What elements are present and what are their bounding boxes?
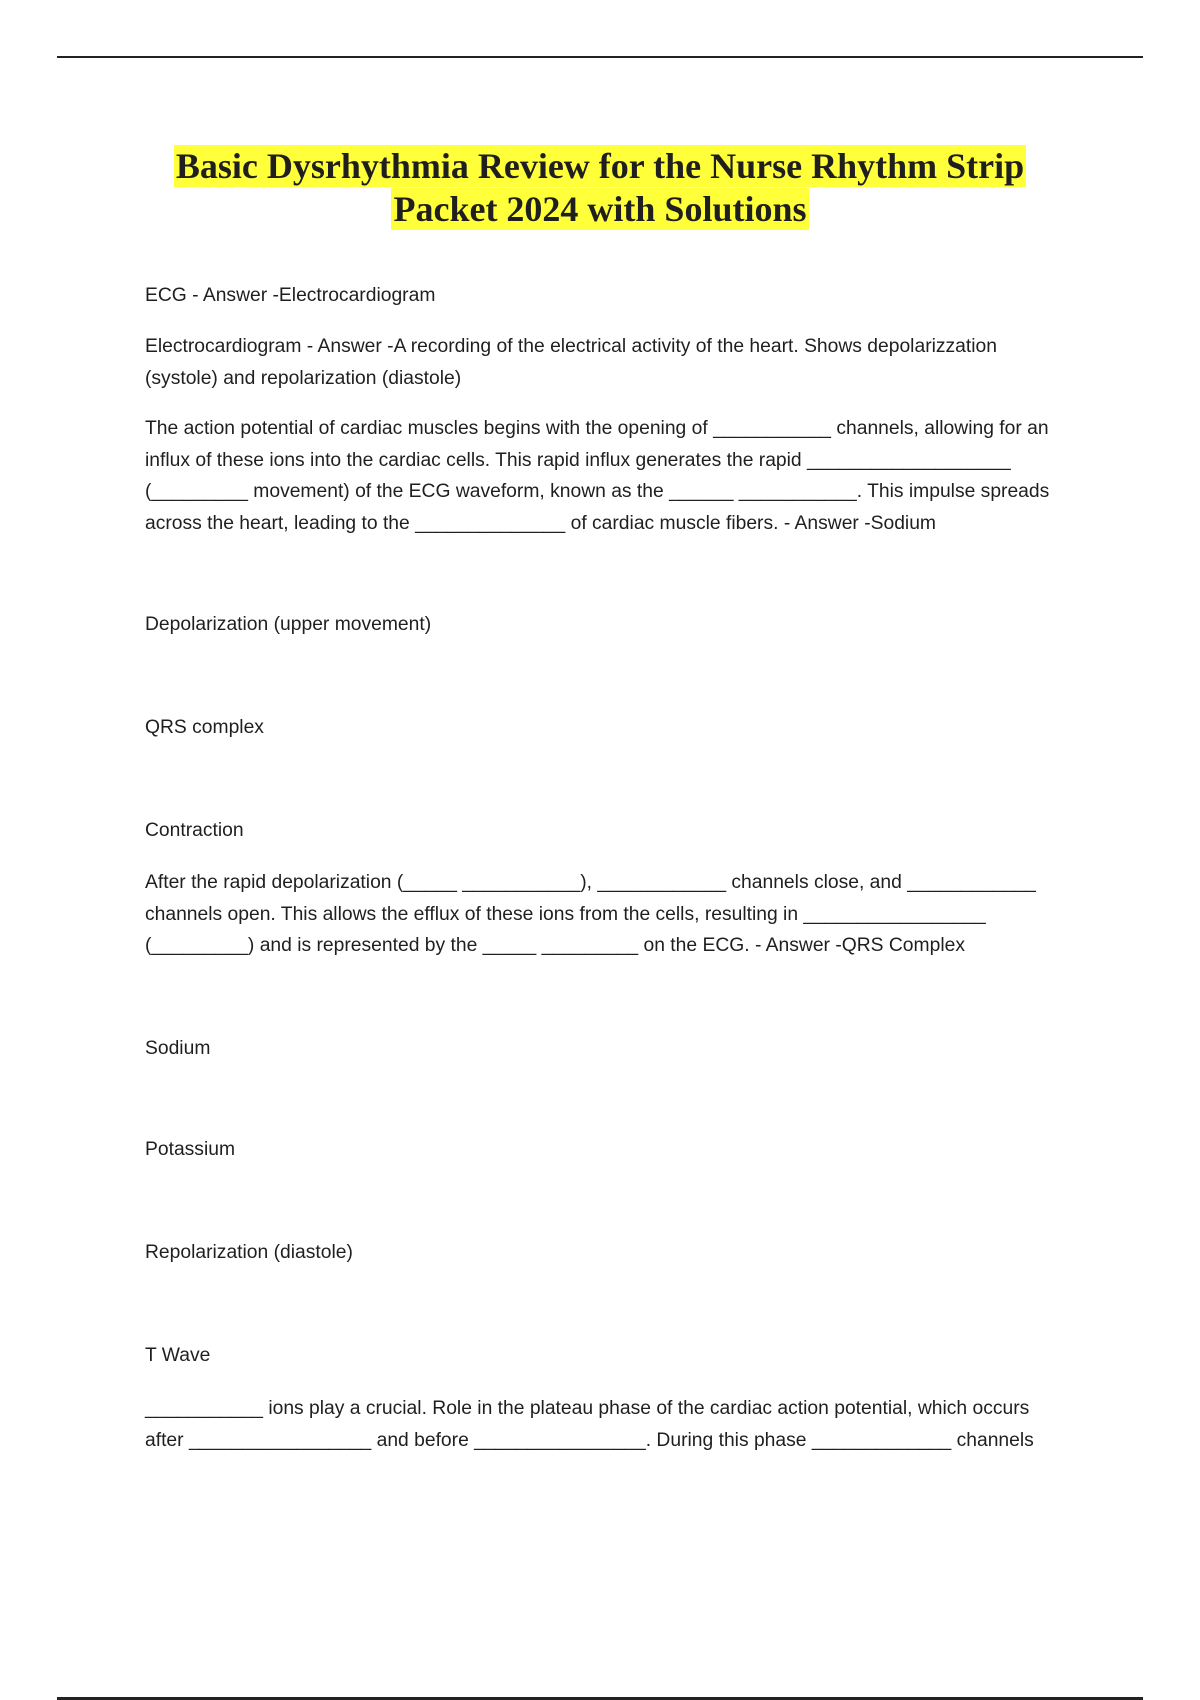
title-line-1: Basic Dysrhythmia Review for the Nurse Rhythm Strip — [175, 146, 1025, 186]
electrocardiogram-line-1: Electrocardiogram - Answer -A recording of the electrical activity of the heart. Shows depolarizzation — [145, 336, 997, 357]
document-title — [100, 145, 1100, 231]
plateau-phase-line-1: ___________ ions play a crucial. Role in the plateau phase of the cardiac action potential, which occurs — [145, 1398, 1030, 1419]
action-potential-question — [145, 413, 1095, 539]
title-line-2: Packet 2024 with Solutions — [393, 189, 807, 229]
repolarization-text: Repolarization (diastole) — [145, 1242, 353, 1263]
answer-qrs-complex — [145, 712, 1095, 744]
after-depolarization-line-1: After the rapid depolarization (_____ ___________), ____________ channels close, and ____________ — [145, 872, 1036, 893]
plateau-phase-question — [145, 1393, 1095, 1456]
action-potential-line-2: influx of these ions into the cardiac cells. This rapid influx generates the rapid ___________________ — [145, 449, 1011, 471]
answer-t-wave — [145, 1340, 1095, 1372]
after-depolarization-question — [145, 867, 1095, 962]
depolarization-text: Depolarization (upper movement) — [145, 614, 432, 635]
top-rule — [57, 56, 1143, 58]
t-wave-text: T Wave — [145, 1345, 211, 1366]
answer-repolarization — [145, 1237, 1095, 1269]
sodium-text: Sodium — [145, 1038, 211, 1059]
ecg-text: ECG - Answer -Electrocardiogram — [145, 285, 436, 306]
plateau-phase-line-2: after _________________ and before ________________. During this phase _____________ channels — [145, 1429, 1034, 1451]
after-depolarization-line-2: channels open. This allows the efflux of these ions from the cells, resulting in _________________ — [145, 903, 986, 925]
qrs-text: QRS complex — [145, 717, 264, 738]
after-depolarization-line-3: (_________) and is represented by the _____ _________ on the ECG. - Answer -QRS Complex — [145, 935, 965, 956]
action-potential-line-3: (_________ movement) of the ECG waveform, known as the ______ ___________. This impulse spreads — [145, 481, 1050, 502]
action-potential-line-4: across the heart, leading to the ______________ of cardiac muscle fibers. - Answer -Sodium — [145, 512, 936, 534]
electrocardiogram-line-2: (systole) and repolarization (diastole) — [145, 367, 462, 389]
answer-potassium — [145, 1134, 1095, 1166]
electrocardiogram-definition — [145, 331, 1095, 394]
answer-sodium — [145, 1033, 1095, 1065]
ecg-definition — [145, 280, 1095, 312]
action-potential-line-1: The action potential of cardiac muscles begins with the opening of ___________ channels, allowing for an — [145, 418, 1049, 439]
answer-contraction — [145, 815, 1095, 847]
answer-depolarization — [145, 609, 1095, 641]
contraction-text: Contraction — [145, 820, 244, 841]
potassium-text: Potassium — [145, 1139, 236, 1160]
